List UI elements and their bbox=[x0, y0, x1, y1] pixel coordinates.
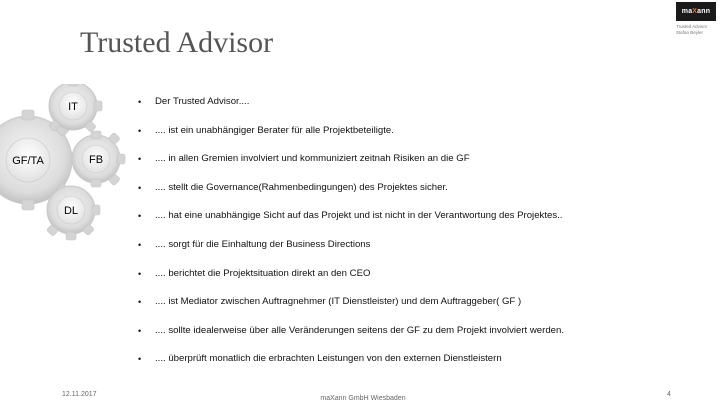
gear-it bbox=[48, 84, 102, 132]
footer-page-number: 4 bbox=[667, 391, 671, 398]
bullet-item: • .... überprüft monatlich die erbrachten Leistungen von den externen Dienstleistern bbox=[138, 351, 698, 380]
logo-subtitle-line2: Stefan Beyler bbox=[676, 29, 704, 35]
gear-dl bbox=[46, 186, 100, 240]
gear-label-gf-ta: GF/TA bbox=[12, 155, 44, 167]
logo-text-prefix: ma bbox=[681, 8, 693, 15]
footer-date: 12.11.2017 bbox=[62, 391, 97, 398]
bullet-item: • .... berichtet die Projektsituation direkt an den CEO bbox=[138, 266, 698, 295]
logo-text-x: X bbox=[692, 8, 698, 15]
slide-title: Trusted Advisor bbox=[80, 26, 274, 59]
gear-label-dl: DL bbox=[63, 205, 79, 217]
bullet-item: • Der Trusted Advisor.... bbox=[138, 94, 698, 123]
logo-subtitle-line1: Trusted Advisor bbox=[676, 24, 708, 29]
bullet-item: • .... sorgt für die Einhaltung der Business Directions bbox=[138, 237, 698, 266]
company-logo bbox=[676, 2, 716, 21]
bullet-item: • .... ist Mediator zwischen Auftragnehmer (IT Dienstleister) und dem Auftraggeber( GF ) bbox=[138, 294, 698, 323]
logo-text-suffix: ann bbox=[697, 8, 711, 15]
bullet-item: • .... ist ein unabhängiger Berater für alle Projektbeteiligte. bbox=[138, 123, 698, 152]
logo-subtitle bbox=[676, 24, 720, 35]
bullet-item: • .... in allen Gremien involviert und kommuniziert zeitnah Risiken an die GF bbox=[138, 151, 698, 180]
gear-label-it: IT bbox=[68, 101, 78, 113]
footer-company: maXann GmbH Wiesbaden bbox=[320, 395, 406, 402]
gear-label-fb: FB bbox=[88, 154, 104, 166]
bullet-item: • .... stellt die Governance(Rahmenbedingungen) des Projektes sicher. bbox=[138, 180, 698, 209]
gears-diagram bbox=[0, 84, 140, 244]
bullet-list bbox=[138, 94, 698, 380]
bullet-item: • .... hat eine unabhängige Sicht auf das Projekt und ist nicht in der Verantwortung des Projektes.. bbox=[138, 208, 698, 237]
gear-fb bbox=[72, 131, 125, 187]
bullet-item: • .... sollte idealerweise über alle Veränderungen seitens der GF zu dem Projekt involviert werden. bbox=[138, 323, 698, 352]
